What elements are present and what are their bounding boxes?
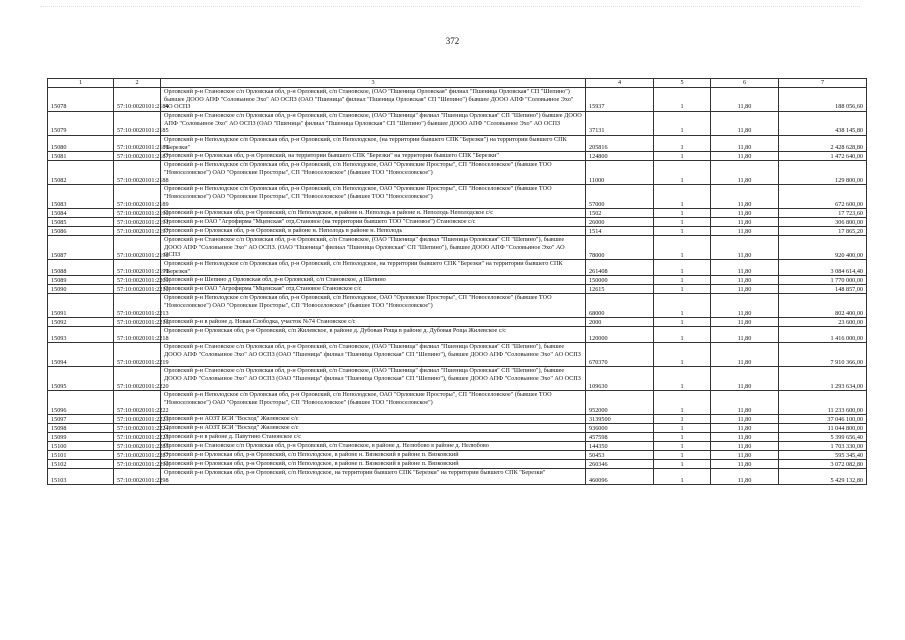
cadastral-number-cell: 57:10:0020101:2185 [114, 112, 161, 136]
count-cell: 1 [654, 276, 711, 285]
count-cell: 1 [654, 112, 711, 136]
location-description-cell: Орловский р-н Становское с/п Орловская обл, р-н Орловский, с/п Становское, (ОАО "Пшеница" филиал "Пшеница Орловская" СП "Шепино"), бывшее ДООО АПФ "Соловьиное Эхо" АО ОСПЗ. (ОАО "Пшеница" филиал "Пшеница Орловская" СП "Шепино"), бывшее ДООО АПФ "Соловьиное Эхо" АО ОСПЗ [161, 236, 586, 260]
count-cell: 1 [654, 367, 711, 391]
cadastral-number-cell: 57:10:0020101:2298 [114, 469, 161, 485]
rate-cell: 11,80 [711, 260, 779, 276]
row-number-cell: 15102 [48, 460, 114, 469]
area-cell: 670370 [586, 343, 654, 367]
rate-cell: 11,80 [711, 161, 779, 185]
row-number-cell: 15080 [48, 136, 114, 152]
cadastral-number-cell: 57:10:0020101:2224 [114, 424, 161, 433]
table-row [48, 343, 867, 367]
cadastral-number-cell: 57:10:0020101:2209 [114, 276, 161, 285]
location-description-cell: Орловский р-н АОЗТ БСИ "Восход" Жилевское с/с [161, 424, 586, 433]
area-cell: 205816 [586, 136, 654, 152]
table-row [48, 442, 867, 451]
row-number-cell: 15094 [48, 343, 114, 367]
amount-cell: 188 056,60 [779, 88, 867, 112]
rate-cell: 11,80 [711, 451, 779, 460]
count-cell: 1 [654, 451, 711, 460]
location-description-cell: Орловский р-н Неполодское с/п Орловская обл, р-н Орловский, с/п Неполодское, ОАО "Орловские Просторы", СП "Новоселовское" (бывшее ТОО "Новоселовское") ОАО "Орловские Просторы", СП "Новоселовское" (бывшее ТОО "Новоселовское") [161, 391, 586, 415]
amount-cell: 2 428 628,80 [779, 136, 867, 152]
row-number-cell: 15089 [48, 276, 114, 285]
location-description-cell: Орловский р-н Неполодское с/п Орловская обл, р-н Орловский, с/п Неполодское, (на территории бывшего СПК "Березки") на территории бывшего СПК "Березки" [161, 136, 586, 152]
page-number: 372 [445, 36, 460, 46]
location-description-cell: Орловский р-н в районе д. Павутино Становское с/с [161, 433, 586, 442]
amount-cell: 17 723,60 [779, 209, 867, 218]
area-cell: 50453 [586, 451, 654, 460]
area-cell: 144350 [586, 442, 654, 451]
rate-cell: 11,80 [711, 88, 779, 112]
area-cell: 15937 [586, 88, 654, 112]
location-description-cell: Орловский р-н Неполодское с/п Орловская обл, р-н Орловский, с/п Неполодское, ОАО "Орловские Просторы", СП "Новоселовское" (бывшее ТОО "Новоселовское") ОАО "Орловские Просторы", СП "Новоселовское" (бывшее ТОО "Новоселовское") [161, 185, 586, 209]
amount-cell: 11 233 600,00 [779, 391, 867, 415]
header-cell: 1 [48, 79, 114, 88]
header-cell: 6 [711, 79, 779, 88]
amount-cell: 129 800,00 [779, 161, 867, 185]
area-cell: 57000 [586, 185, 654, 209]
count-cell: 1 [654, 161, 711, 185]
amount-cell: 3 084 614,40 [779, 260, 867, 276]
table-row [48, 327, 867, 343]
table-row [48, 451, 867, 460]
rate-cell: 11,80 [711, 433, 779, 442]
count-cell: 1 [654, 236, 711, 260]
row-number-cell: 15103 [48, 469, 114, 485]
header-row [48, 79, 867, 88]
count-cell: 1 [654, 285, 711, 294]
rate-cell: 11,80 [711, 327, 779, 343]
table-row [48, 469, 867, 485]
table-row [48, 161, 867, 185]
area-cell: 150000 [586, 276, 654, 285]
amount-cell: 920 400,00 [779, 236, 867, 260]
area-cell: 2000 [586, 318, 654, 327]
header-cell: 4 [586, 79, 654, 88]
header-cell: 3 [161, 79, 586, 88]
location-description-cell: Орловский р-н Орловская обл, р-н Орловский, с/п Неполодское, на территории бывшего СПК "Березки" на территории бывшего СПК "Березки" [161, 469, 586, 485]
header-cell: 5 [654, 79, 711, 88]
cadastral-number-cell: 57:10:0020101:2198 [114, 236, 161, 260]
row-number-cell: 15100 [48, 442, 114, 451]
rate-cell: 11,80 [711, 294, 779, 318]
cadastral-number-cell: 57:10:0020101:2184 [114, 88, 161, 112]
count-cell: 1 [654, 209, 711, 218]
cadastral-number-cell: 57:10:0020101:2191 [114, 218, 161, 227]
amount-cell: 37 046 100,00 [779, 415, 867, 424]
amount-cell: 7 910 366,00 [779, 343, 867, 367]
row-number-cell: 15101 [48, 451, 114, 460]
location-description-cell: Орловский р-н Становское с/п Орловская обл, р-н Орловский, с/п Становское, (ОАО "Пшеница Орловская" филиал "Пшеница Орловская" СП "Шепино") бывшее ДООО АПФ "Соловьиное Эхо" АО ОСПЗ (ОАО "Пшеница" филиал "Пшеница Орловская" СП "Шепино") бывшее ДООО АПФ "Соловьиное Эхо" АО ОСПЗ [161, 88, 586, 112]
land-register-table-wrap [47, 78, 866, 485]
count-cell: 1 [654, 136, 711, 152]
rate-cell: 11,80 [711, 285, 779, 294]
table-row [48, 88, 867, 112]
location-description-cell: Орловский р-н Орловская обл, р-н Орловский, с/п Неполодское, в районе н. Неполодь в районе н. Неполодь Неполодское с/с [161, 209, 586, 218]
row-number-cell: 15081 [48, 152, 114, 161]
rate-cell: 11,80 [711, 469, 779, 485]
cadastral-number-cell: 57:10:0020101:2285 [114, 442, 161, 451]
location-description-cell: Орловский р-н Орловская обл, р-н Орловский, на территории бывшего СПК "Березки" на территории бывшего СПК "Березки" [161, 152, 586, 161]
table-row [48, 218, 867, 227]
area-cell: 124800 [586, 152, 654, 161]
area-cell: 261408 [586, 260, 654, 276]
location-description-cell: Орловский р-н ОАО "Агрофирма "Мценская" отд.Становое (на территории бывшего ТОО "Становое") Становское с/с [161, 218, 586, 227]
row-number-cell: 15083 [48, 185, 114, 209]
table-row [48, 112, 867, 136]
count-cell: 1 [654, 460, 711, 469]
rate-cell: 11,80 [711, 442, 779, 451]
row-number-cell: 15095 [48, 367, 114, 391]
rate-cell: 11,80 [711, 391, 779, 415]
count-cell: 1 [654, 327, 711, 343]
area-cell: 109630 [586, 367, 654, 391]
row-number-cell: 15087 [48, 236, 114, 260]
count-cell: 1 [654, 88, 711, 112]
count-cell: 1 [654, 185, 711, 209]
row-number-cell: 15098 [48, 424, 114, 433]
row-number-cell: 15096 [48, 391, 114, 415]
row-number-cell: 15097 [48, 415, 114, 424]
table-row [48, 415, 867, 424]
cadastral-number-cell: 57:10:0020101:2199 [114, 260, 161, 276]
amount-cell: 1 770 000,00 [779, 276, 867, 285]
area-cell: 1502 [586, 209, 654, 218]
amount-cell: 802 400,00 [779, 294, 867, 318]
area-cell: 120000 [586, 327, 654, 343]
area-cell: 3139500 [586, 415, 654, 424]
table-body [48, 79, 867, 485]
rate-cell: 11,80 [711, 276, 779, 285]
row-number-cell: 15084 [48, 209, 114, 218]
count-cell: 1 [654, 424, 711, 433]
count-cell: 1 [654, 469, 711, 485]
area-cell: 460096 [586, 469, 654, 485]
amount-cell: 148 857,00 [779, 285, 867, 294]
cadastral-number-cell: 57:10:0020101:2190 [114, 209, 161, 218]
area-cell: 936000 [586, 424, 654, 433]
cadastral-number-cell: 57:10:0020101:2186 [114, 136, 161, 152]
amount-cell: 11 044 800,00 [779, 424, 867, 433]
row-number-cell: 15088 [48, 260, 114, 276]
row-number-cell: 15099 [48, 433, 114, 442]
row-number-cell: 15091 [48, 294, 114, 318]
cadastral-number-cell: 57:10:0020101:2197 [114, 227, 161, 236]
cadastral-number-cell: 57:10:0020101:2216 [114, 318, 161, 327]
land-register-table [47, 78, 867, 485]
row-number-cell: 15085 [48, 218, 114, 227]
amount-cell: 672 600,00 [779, 185, 867, 209]
rate-cell: 11,80 [711, 318, 779, 327]
amount-cell: 5 429 132,80 [779, 469, 867, 485]
table-row [48, 460, 867, 469]
row-number-cell: 15078 [48, 88, 114, 112]
count-cell: 1 [654, 391, 711, 415]
location-description-cell: Орловский р-н Орловская обл, р-н Орловский, с/п Неполодское, в районе н. Вязковский в районе п. Вязковский [161, 451, 586, 460]
count-cell: 1 [654, 343, 711, 367]
location-description-cell: Орловский р-н Становское с/п Орловская обл, р-н Орловский, с/п Становское, (ОАО "Пшеница" филиал "Пшеница Орловская" СП "Шепино") бывшее ДООО АПФ "Соловьиное Эхо" АО ОСПЗ (ОАО "Пшеница" филиал "Пшеница Орловская" СП "Шепино") бывшее ДООО АПФ "Соловьиное Эхо" АО ОСПЗ [161, 112, 586, 136]
count-cell: 1 [654, 294, 711, 318]
amount-cell: 595 345,40 [779, 451, 867, 460]
rate-cell: 11,80 [711, 218, 779, 227]
count-cell: 1 [654, 433, 711, 442]
cadastral-number-cell: 57:10:0020101:2187 [114, 152, 161, 161]
table-row [48, 391, 867, 415]
location-description-cell: Орловский р-н Неполодское с/п Орловская обл, р-н Орловский, с/п Неполодское, на территории бывшего СПК "Березки" на территории бывшего СПК "Березки" [161, 260, 586, 276]
table-row [48, 152, 867, 161]
area-cell: 952000 [586, 391, 654, 415]
location-description-cell: Орловский р-н Неполодское с/п Орловская обл, р-н Орловский, с/п Неполодское, ОАО "Орловские Просторы", СП "Новоселовское" (бывшее ТОО "Новоселовское") ОАО "Орловские Просторы", СП "Новоселовское" (бывшее ТОО "Новоселовское") [161, 294, 586, 318]
location-description-cell: Орловский р-н в районе д. Новая Слободка, участок №74 Становское с/с [161, 318, 586, 327]
table-row [48, 236, 867, 260]
table-row [48, 185, 867, 209]
scan-noise [40, 6, 860, 17]
table-row [48, 260, 867, 276]
count-cell: 1 [654, 260, 711, 276]
rate-cell: 11,80 [711, 236, 779, 260]
cadastral-number-cell: 57:10:0020101:2225 [114, 433, 161, 442]
amount-cell: 17 865,20 [779, 227, 867, 236]
area-cell: 37131 [586, 112, 654, 136]
table-row [48, 136, 867, 152]
table-row [48, 227, 867, 236]
area-cell: 260346 [586, 460, 654, 469]
amount-cell: 306 800,00 [779, 218, 867, 227]
count-cell: 1 [654, 318, 711, 327]
row-number-cell: 15092 [48, 318, 114, 327]
location-description-cell: Орловский р-н Неполодское с/п Орловская обл, р-н Орловский, с/п Неполодское, ОАО "Орловские Просторы", СП "Новоселовское" (бывшее ТОО "Новоселовское") ОАО "Орловские Просторы", СП "Новоселовское" (бывшее ТОО "Новоселовское") [161, 161, 586, 185]
amount-cell: 1 293 634,00 [779, 367, 867, 391]
cadastral-number-cell: 57:10:0020101:2290 [114, 460, 161, 469]
amount-cell: 1 472 640,00 [779, 152, 867, 161]
row-number-cell: 15086 [48, 227, 114, 236]
location-description-cell: Орловский р-н Становское с/п Орловская обл, р-н Орловский, с/п Становское, (ОАО "Пшеница" филиал "Пшеница Орловская" СП "Шепино"), бывшее ДООО АПФ "Соловьиное Эхо" АО ОСПЗ (ОАО "Пшеница" филиал "Пшеница Орловская" СП "Шепино"), бывшее ДООО АПФ "Соловьиное Эхо" АО ОСПЗ [161, 367, 586, 391]
amount-cell: 3 072 082,80 [779, 460, 867, 469]
row-number-cell: 15082 [48, 161, 114, 185]
rate-cell: 11,80 [711, 152, 779, 161]
rate-cell: 11,80 [711, 136, 779, 152]
area-cell: 68000 [586, 294, 654, 318]
cadastral-number-cell: 57:10:0020101:2222 [114, 391, 161, 415]
table-row [48, 424, 867, 433]
row-number-cell: 15093 [48, 327, 114, 343]
area-cell: 12615 [586, 285, 654, 294]
rate-cell: 11,80 [711, 185, 779, 209]
count-cell: 1 [654, 218, 711, 227]
cadastral-number-cell: 57:10:0020101:2220 [114, 367, 161, 391]
table-row [48, 367, 867, 391]
location-description-cell: Орловский р-н Шепино д Орловская обл, р-н Орловский, с/п Становское, д Шепино [161, 276, 586, 285]
table-row [48, 285, 867, 294]
rate-cell: 11,80 [711, 415, 779, 424]
count-cell: 1 [654, 442, 711, 451]
table-row [48, 294, 867, 318]
cadastral-number-cell: 57:10:0020101:2210 [114, 285, 161, 294]
location-description-cell: Орловский р-н Орловская обл, р-н Орловский, в районе н. Неполодь в районе н. Неполодь [161, 227, 586, 236]
cadastral-number-cell: 57:10:0020101:2218 [114, 327, 161, 343]
amount-cell: 1 416 000,00 [779, 327, 867, 343]
area-cell: 78000 [586, 236, 654, 260]
rate-cell: 11,80 [711, 424, 779, 433]
table-row [48, 433, 867, 442]
rate-cell: 11,80 [711, 367, 779, 391]
amount-cell: 1 703 330,00 [779, 442, 867, 451]
area-cell: 1514 [586, 227, 654, 236]
area-cell: 457598 [586, 433, 654, 442]
location-description-cell: Орловский р-н Становское с/п Орловская обл, р-н Орловский, с/п Становское, (ОАО "Пшеница" филиал "Пшеница Орловская" СП "Шепино"), бывшее ДООО АПФ "Соловьиное Эхо" АО ОСПЗ (ОАО "Пшеница" филиал "Пшеница Орловская" СП "Шепино"), бывшее ДООО АПФ "Соловьиное Эхо" АО ОСПЗ [161, 343, 586, 367]
cadastral-number-cell: 57:10:0020101:2219 [114, 343, 161, 367]
amount-cell: 438 145,80 [779, 112, 867, 136]
area-cell: 26000 [586, 218, 654, 227]
cadastral-number-cell: 57:10:0020101:2188 [114, 161, 161, 185]
rate-cell: 11,80 [711, 209, 779, 218]
rate-cell: 11,80 [711, 343, 779, 367]
location-description-cell: Орловский р-н Орловская обл, р-н Орловский, с/п Жилевское, в районе д. Дубовая Роща в районе д. Дубовая Роща Жилевское с/с [161, 327, 586, 343]
header-cell: 7 [779, 79, 867, 88]
cadastral-number-cell: 57:10:0020101:2213 [114, 294, 161, 318]
rate-cell: 11,80 [711, 460, 779, 469]
cadastral-number-cell: 57:10:0020101:2189 [114, 185, 161, 209]
table-row [48, 318, 867, 327]
table-row [48, 276, 867, 285]
amount-cell: 23 600,00 [779, 318, 867, 327]
table-row [48, 209, 867, 218]
count-cell: 1 [654, 152, 711, 161]
cadastral-number-cell: 57:10:0020101:2287 [114, 451, 161, 460]
location-description-cell: Орловский р-н АОЗТ БСИ "Восход" Жилевское с/с [161, 415, 586, 424]
header-cell: 2 [114, 79, 161, 88]
area-cell: 11000 [586, 161, 654, 185]
location-description-cell: Орловский р-н Становское с/п Орловская обл, р-н Орловский, с/п Становское, в районе д. Нелюбово в районе д. Нелюбово [161, 442, 586, 451]
count-cell: 1 [654, 227, 711, 236]
location-description-cell: Орловский р-н Орловская обл, р-н Орловский, с/п Неполодское, в районе п. Вязковский в районе п. Вязковский [161, 460, 586, 469]
row-number-cell: 15079 [48, 112, 114, 136]
row-number-cell: 15090 [48, 285, 114, 294]
rate-cell: 11,80 [711, 112, 779, 136]
amount-cell: 5 399 656,40 [779, 433, 867, 442]
count-cell: 1 [654, 415, 711, 424]
rate-cell: 11,80 [711, 227, 779, 236]
location-description-cell: Орловский р-н ОАО "Агрофирма "Мценская" отд.Становое Становское с/с [161, 285, 586, 294]
cadastral-number-cell: 57:10:0020101:2223 [114, 415, 161, 424]
